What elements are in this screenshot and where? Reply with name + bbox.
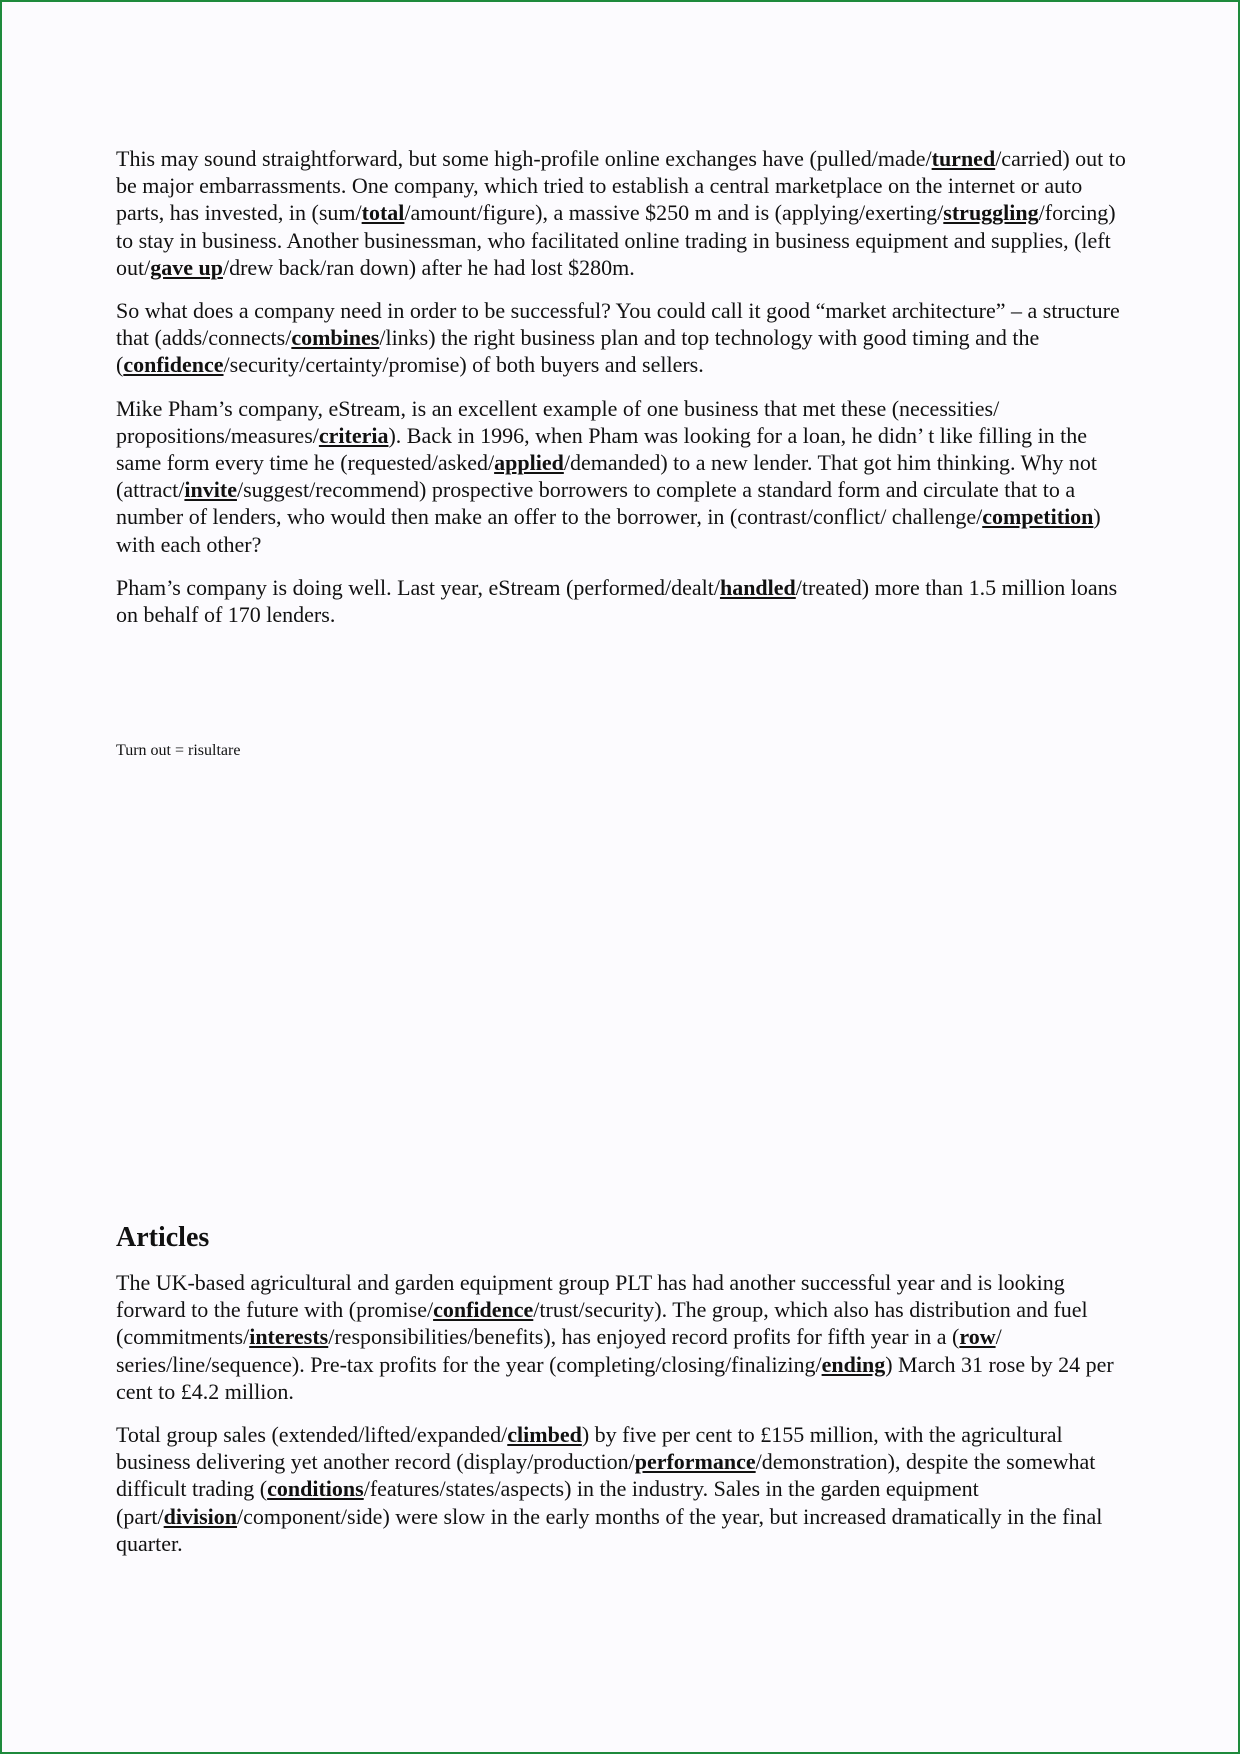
answer-word: criteria	[318, 422, 389, 448]
text-run: /amount/figure), a massive $250 m and is (applying/exerting/	[404, 200, 944, 226]
paragraph-online-exchanges	[116, 145, 1126, 281]
answer-word: combines	[291, 325, 380, 351]
answer-word: division	[163, 1503, 238, 1529]
text-run: /features/states/aspects) in the industry. Sales in the garden equipment (part/	[116, 1476, 979, 1529]
answer-word: climbed	[507, 1422, 582, 1448]
paragraph-estream-results	[116, 574, 1126, 628]
answer-word: total	[361, 200, 405, 226]
text-run: This may sound straightforward, but some high-profile online exchanges have (pulled/made/	[116, 146, 932, 171]
text-run: /treated) more than 1.5 million loans on behalf of 170 lenders.	[116, 574, 1118, 628]
text-run: /drew back/ran down) after he had lost $280m.	[222, 254, 635, 280]
paragraph-market-architecture	[116, 297, 1126, 379]
text-run: The UK-based agricultural and garden equipment group PLT has had another successful year and is looking forward to the future with (promise/	[116, 1270, 1065, 1323]
answer-word: turned	[931, 146, 996, 171]
text-run: /responsibilities/benefits), has enjoyed record profits for fifth year in a (	[328, 1324, 960, 1350]
articles-section	[116, 1221, 1126, 1573]
text-run: ) with each other?	[116, 504, 1101, 557]
answer-word: struggling	[943, 200, 1039, 226]
text-run: ) March 31 rose by 24 per cent to £4.2 million.	[116, 1351, 1114, 1404]
answer-word: confidence	[433, 1297, 534, 1323]
text-run: Pham’s company is doing well. Last year, eStream (performed/dealt/	[116, 574, 720, 600]
answer-word: row	[959, 1324, 996, 1350]
paragraph-plt-group	[116, 1269, 1126, 1405]
answer-word: invite	[184, 477, 237, 503]
answer-word: competition	[982, 504, 1094, 530]
text-run: ). Back in 1996, when Pham was looking for a loan, he didn’ t like filling in the same form every time he (requested/asked/	[116, 422, 1088, 476]
answer-word: handled	[719, 574, 796, 600]
paragraph-mike-pham	[116, 395, 1126, 558]
text-run: /carried) out to be major embarrassments. One company, which tried to establish a central marketplace on the internet or auto parts, has invested, in (sum/	[116, 146, 1126, 226]
text-run: /links) the right business plan and top technology with good timing and the (	[116, 325, 1040, 378]
text-run: /demonstration), despite the somewhat difficult trading (	[116, 1449, 1096, 1502]
answer-word: performance	[634, 1449, 756, 1475]
text-run: /security/certainty/promise) of both buyers and sellers.	[223, 352, 704, 378]
answer-word: confidence	[123, 352, 224, 378]
text-run: /component/side) were slow in the early months of the year, but increased dramatically in the final quarter.	[116, 1503, 1103, 1556]
text-run: So what does a company need in order to be successful? You could call it good “market architecture” – a structure that (adds/connects/	[116, 298, 1120, 351]
text-run: ) by five per cent to £155 million, with the agricultural business delivering yet another record (display/production/	[116, 1422, 1063, 1475]
text-run: Mike Pham’s company, eStream, is an excellent example of one business that met these (necessities/ propositions/measures/	[116, 395, 1000, 448]
answer-word: ending	[821, 1351, 886, 1377]
vocabulary-note: Turn out = risultare	[116, 742, 241, 759]
text-run: / series/line/sequence). Pre-tax profits for the year (completing/closing/finalizing/	[116, 1324, 1002, 1377]
answer-word: applied	[494, 450, 564, 476]
text-run: /suggest/recommend) prospective borrowers to complete a standard form and circulate that to a number of lenders, who would then make an offer to the borrower, in (contrast/conflict/ challenge/	[116, 477, 1076, 530]
answer-word: conditions	[267, 1476, 364, 1502]
exercise-section	[116, 145, 1126, 644]
text-run: /trust/security). The group, which also has distribution and fuel (commitments/	[116, 1297, 1088, 1350]
section-heading: Articles	[116, 1222, 210, 1253]
paragraph-group-sales	[116, 1421, 1126, 1557]
text-run: /forcing) to stay in business. Another businessman, who facilitated online trading in business equipment and supplies, (left out/	[116, 200, 1116, 280]
text-run: Total group sales (extended/lifted/expanded/	[116, 1422, 508, 1448]
answer-word: interests	[249, 1324, 329, 1350]
text-run: /demanded) to a new lender. That got him thinking. Why not (attract/	[116, 450, 1098, 503]
answer-word: gave up	[150, 254, 223, 280]
